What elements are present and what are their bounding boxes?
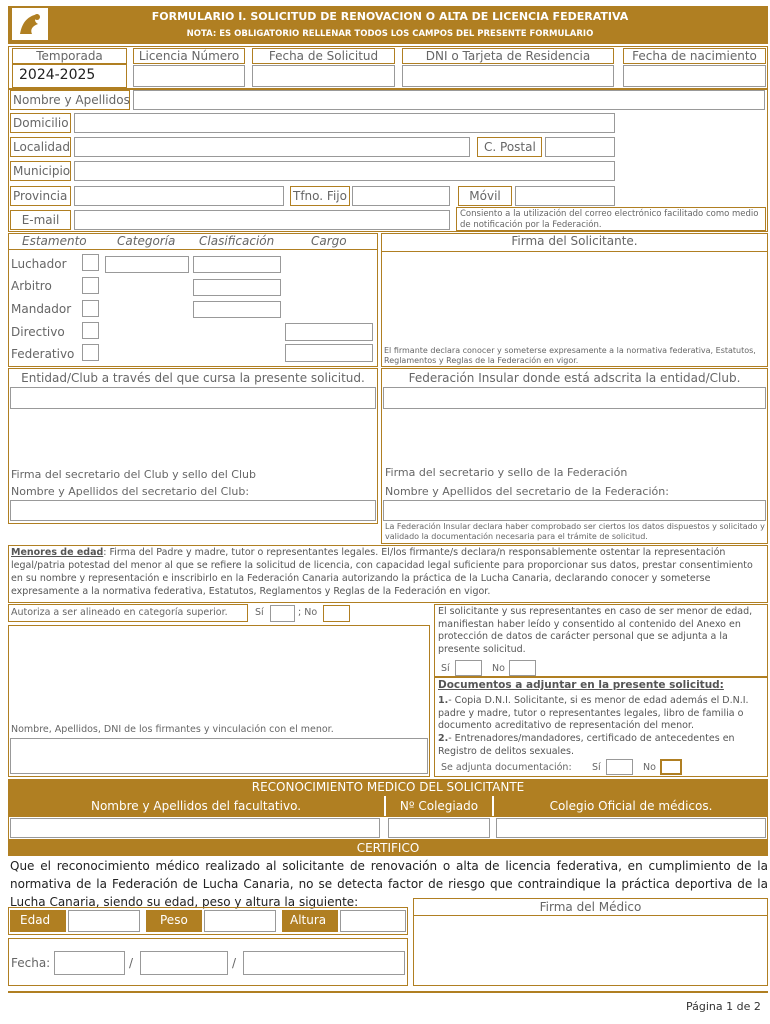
federacion-note: La Federación Insular declara haber comprobado ser ciertos los datos dispuestos y solicitado y validado la documentación necesaria para el trámite de solicitud. [385,522,765,541]
menores-text-block [11,546,766,598]
documentos-item2-text: - Entrenadores/mandadores, certificado de antecedentes en Registro de delitos sexuales. [438,733,735,757]
movil-field[interactable] [515,186,615,206]
medico-colegio-field[interactable] [496,818,766,838]
fecha-solicitud-label: Fecha de Solicitud [252,48,395,64]
fecha-slash-2: / [232,956,237,970]
autoriza-no-label: ; No [298,607,318,618]
footer-rule [8,991,768,993]
club-title: Entidad/Club a través del que cursa la presente solicitud. [21,371,365,385]
cpostal-field[interactable] [545,137,615,157]
col-estamento: Estamento [22,234,87,248]
federacion-firma-area[interactable] [383,412,766,462]
documentos-adjunta-label: Se adjunta documentación: [441,762,572,773]
medico-col-colegiado: Nº Colegiado [386,796,492,816]
mandador-label: Mandador [11,302,72,316]
estamento-header-line [8,249,378,250]
fecha-slash-1: / [129,956,134,970]
menores-heading: Menores de edad [11,547,104,558]
temporada-field[interactable]: 2024-2025 [12,64,127,88]
medico-col-nombre: Nombre y Apellidos del facultativo. [8,796,384,816]
directivo-checkbox[interactable] [82,322,99,339]
form-title: FORMULARIO I. SOLICITUD DE RENOVACION O ALTA DE LICENCIA FEDERATIVA [151,10,629,23]
federacion-title: Federación Insular donde está adscrita la entidad/Club. [408,371,741,385]
club-firma-area[interactable] [10,412,376,464]
page-number: Página 1 de 2 [686,1000,761,1013]
tfno-field[interactable] [352,186,450,206]
domicilio-label: Domicilio [10,113,71,133]
licencia-field[interactable] [133,65,245,87]
medico-colegiado-field[interactable] [388,818,490,838]
documentos-heading: Documentos a adjuntar en la presente solicitud: [438,679,724,691]
autoriza-label: Autoriza a ser alineado en categoría superior. [11,607,228,618]
arbitro-checkbox[interactable] [82,277,99,294]
federativo-cargo-field[interactable] [285,344,373,362]
firma-solicitante-line [381,251,768,252]
municipio-label: Municipio [10,161,71,181]
form-note: NOTA: ES OBLIGATORIO RELLENAR TODOS LOS CAMPOS DEL PRESENTE FORMULARIO [186,29,594,39]
dni-field[interactable] [402,65,614,87]
firma-medico-area[interactable] [415,917,766,984]
club-firma-label: Firma del secretario del Club y sello del Club [11,468,256,481]
provincia-field[interactable] [74,186,284,206]
autoriza-si-label: Sí [255,607,264,618]
tfno-label: Tfno. Fijo [290,186,350,206]
proteccion-si-field[interactable] [455,660,482,676]
proteccion-text: El solicitante y sus representantes en caso de ser menor de edad, manifiestan haber leído y consentido al contenido del Anexo en protección de datos de carácter personal que se adjunta a la presente solicitud. [438,606,753,655]
medico-col-colegio: Colegio Oficial de médicos. [494,796,768,816]
arbitro-clasificacion-field[interactable] [193,279,281,296]
documentos-si-label: Sí [592,762,601,773]
col-categoria: Categoría [117,234,176,248]
localidad-field[interactable] [74,137,470,157]
altura-field[interactable] [340,910,406,932]
medico-nombre-field[interactable] [10,818,380,838]
logo-icon [10,6,50,42]
club-secretario-field[interactable] [10,500,376,521]
provincia-label: Provincia [10,186,71,206]
fecha-anio-field[interactable] [243,951,405,975]
edad-label: Edad [10,910,66,932]
federativo-label: Federativo [11,347,75,361]
fecha-label: Fecha: [11,956,51,970]
arbitro-label: Arbitro [11,279,52,293]
col-clasificacion: Clasificación [199,234,275,248]
proteccion-no-label: No [492,663,505,674]
autoriza-si-field[interactable] [270,605,295,622]
federativo-checkbox[interactable] [82,344,99,361]
domicilio-field[interactable] [74,113,615,133]
cpostal-label: C. Postal [477,137,542,157]
documentos-no-label: No [643,762,656,773]
club-name-field[interactable] [10,387,376,409]
firma-solicitante-area[interactable] [384,254,764,344]
mandador-clasificacion-field[interactable] [193,301,281,318]
documentos-item2 [438,733,766,758]
medico-title: RECONOCIMIENTO MEDICO DEL SOLICITANTE [8,779,768,796]
email-consent-text: Consiento a la utilización del correo electrónico facilitado como medio de notificación por la Federación. [456,207,766,231]
movil-label: Móvil [458,186,512,206]
documentos-si-field[interactable] [606,759,633,775]
menores-text: : Firma del Padre y madre, tutor o representantes legales. El/los firmante/s declara/n responsablemente ostentar la representación legal/patria potestad del menor al que se refiere la solicitud de licencia, con capacidad legal suficiente para proporcionar sus datos, prestar consentimiento en su nombre y representación e inscribirlo en la Federación Canaria autorizando la práctica de la Lucha Canaria, declarando conocer y someterse expresamente a la normativa federativa, Estatutos, Reglamentos y Reglas de la Federación en vigor. [11,547,753,597]
luchador-categoria-field[interactable] [105,256,189,273]
firmantes-field[interactable] [10,738,428,774]
federacion-secretario-label: Nombre y Apellidos del secretario de la Federación: [385,485,669,498]
club-secretario-label: Nombre y Apellidos del secretario del Club: [11,485,250,498]
col-cargo: Cargo [311,234,347,248]
luchador-checkbox[interactable] [82,254,99,271]
email-label: E-mail [10,210,71,230]
documentos-item1-text: - Copia D.N.I. Solicitante, si es menor de edad además el D.N.I. padre y madre, tutor o representantes legales, libro de familia o documento acreditativo de representación del menor. [438,695,749,731]
documentos-no-field[interactable] [660,759,682,775]
nombre-field[interactable] [133,90,765,110]
nombre-label: Nombre y Apellidos [10,90,130,110]
firma-solicitante-title: Firma del Solicitante. [511,234,638,248]
documentos-item2-num: 2. [438,733,449,744]
firmantes-sign-area[interactable] [10,628,428,720]
luchador-clasificacion-field[interactable] [193,256,281,273]
proteccion-si-label: Sí [441,663,450,674]
fecha-mes-field[interactable] [140,951,228,975]
firma-medico-line [413,915,768,916]
nacimiento-field[interactable] [623,65,766,87]
firmantes-label: Nombre, Apellidos, DNI de los firmantes y vinculación con el menor. [11,724,334,735]
firma-medico-title: Firma del Médico [539,900,642,914]
email-field[interactable] [74,210,450,230]
documentos-item1-num: 1. [438,695,449,706]
dni-label: DNI o Tarjeta de Residencia [402,48,614,64]
documentos-item1 [438,695,766,733]
autoriza-no-field[interactable] [323,605,350,622]
altura-label: Altura [282,910,338,932]
fecha-dia-field[interactable] [54,951,125,975]
edad-field[interactable] [68,910,140,932]
firma-solicitante-note: El firmante declara conocer y someterse expresamente a la normativa federativa, Estatutos, Reglamentos y Reglas de la Federación en vigor. [384,346,756,365]
licencia-label: Licencia Número [133,48,245,64]
federacion-name-field[interactable] [383,387,766,409]
certifico-title: CERTIFICO [8,840,768,856]
directivo-cargo-field[interactable] [285,323,373,341]
federacion-secretario-field[interactable] [383,500,766,521]
peso-field[interactable] [204,910,276,932]
certifico-text: Que el reconocimiento médico realizado al solicitante de renovación o alta de licencia federativa, en cumplimiento de la normativa de la Federación de Lucha Canaria, no se detecta factor de riesgo que contraindique la práctica deportiva de la Lucha Canaria, siendo su edad, peso y altura la siguiente: [10,859,768,909]
directivo-label: Directivo [11,325,65,339]
luchador-label: Luchador [11,257,67,271]
proteccion-no-field[interactable] [509,660,536,676]
localidad-label: Localidad [10,137,71,157]
federacion-firma-label: Firma del secretario y sello de la Federación [385,466,628,479]
peso-label: Peso [146,910,202,932]
fecha-solicitud-field[interactable] [252,65,395,87]
temporada-label: Temporada [12,48,127,64]
mandador-checkbox[interactable] [82,300,99,317]
nacimiento-label: Fecha de nacimiento [623,48,766,64]
municipio-field[interactable] [74,161,615,181]
